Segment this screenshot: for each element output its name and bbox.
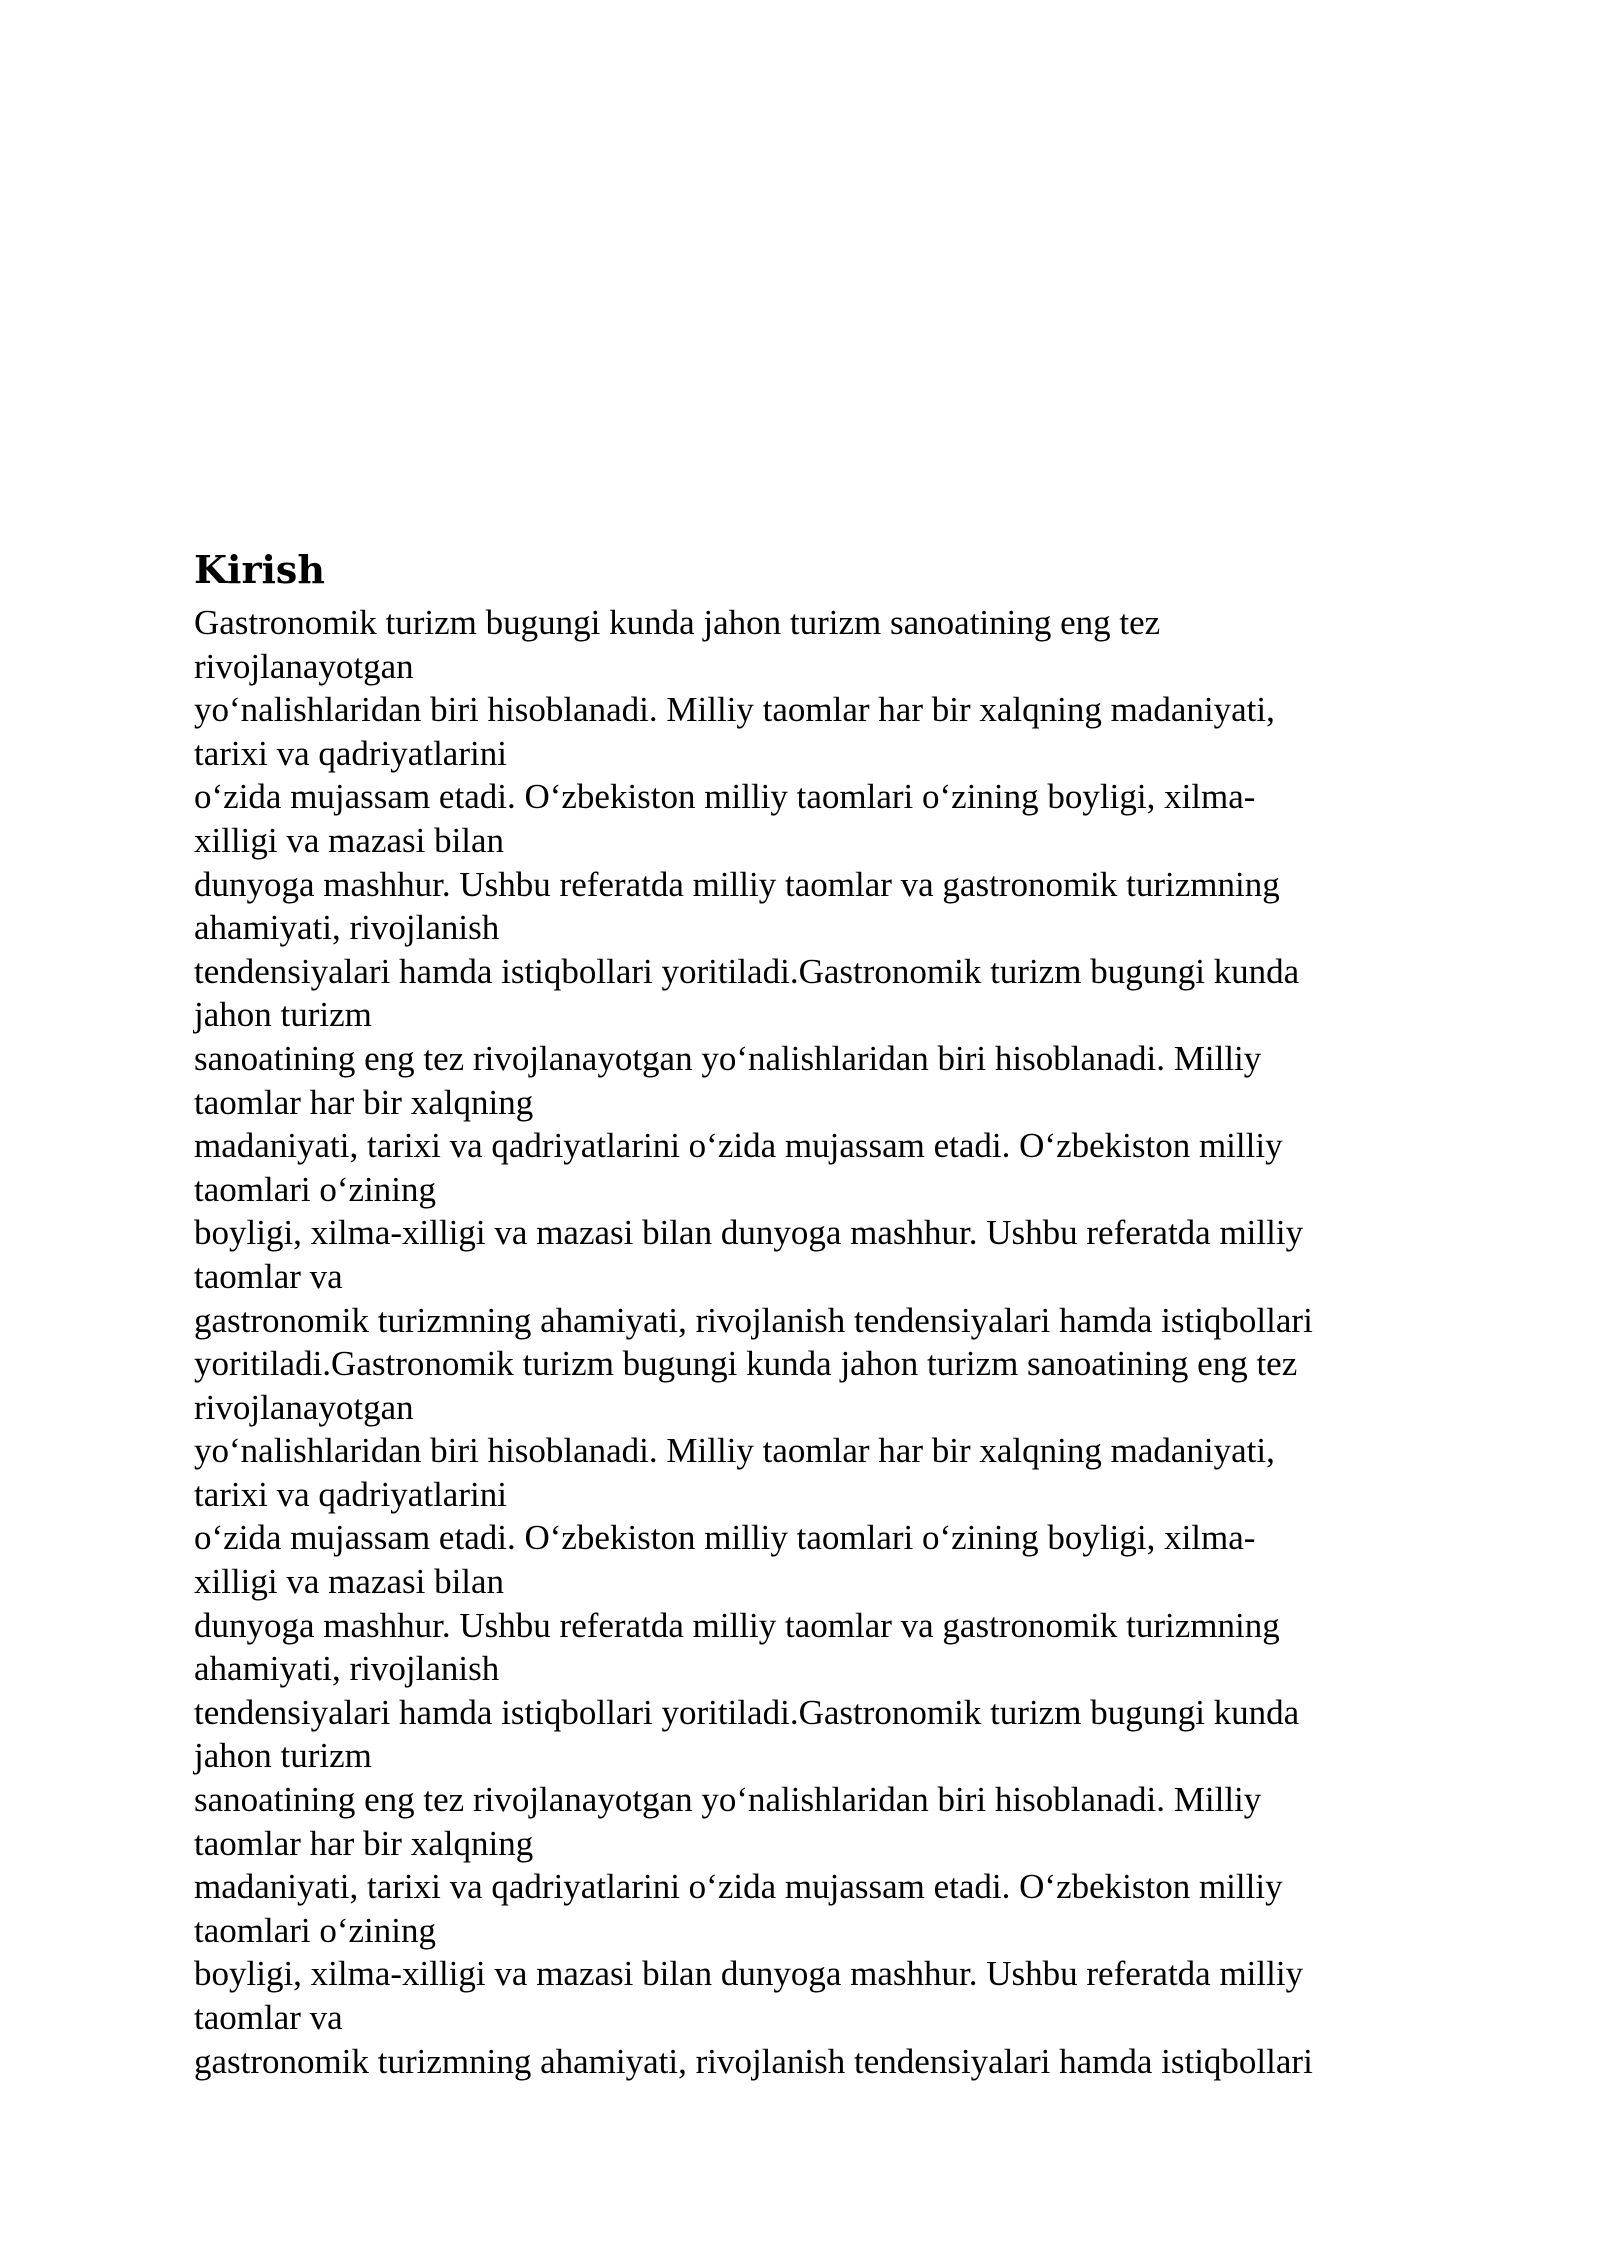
text-line: o‘zida mujassam etadi. O‘zbekiston milliy taomlari o‘zining boyligi, xilma- — [194, 1518, 1256, 1558]
text-line: o‘zida mujassam etadi. O‘zbekiston milliy taomlari o‘zining boyligi, xilma- — [194, 777, 1256, 817]
text-line: taomlar va — [194, 1998, 343, 2037]
text-line: taomlar va — [194, 1256, 343, 1296]
text-line: sanoatining eng tez rivojlanayotgan yo‘nalishlaridan biri hisoblanadi. Milliy — [194, 1780, 1262, 1820]
text-line: yo‘nalishlaridan biri hisoblanadi. Milliy taomlar har bir xalqning madaniyati, — [194, 1431, 1275, 1471]
text-line: boyligi, xilma-xilligi va mazasi bilan dunyoga mashhur. Ushbu referatda milliy — [194, 1954, 1304, 1994]
text-line: yoritiladi.Gastronomik turizm bugungi kunda jahon turizm sanoatining eng tez — [194, 1344, 1298, 1384]
text-line: tarixi va qadriyatlarini — [194, 733, 507, 773]
text-line: ahamiyati, rivojlanish — [194, 1649, 500, 1689]
text-line: gastronomik turizmning ahamiyati, rivojlanish tendensiyalari hamda istiqbollari — [194, 1300, 1313, 1340]
text-line: yo‘nalishlaridan biri hisoblanadi. Milliy taomlar har bir xalqning madaniyati, — [194, 690, 1275, 730]
section-heading: Kirish — [194, 547, 325, 592]
text-line: dunyoga mashhur. Ushbu referatda milliy taomlar va gastronomik turizmning — [194, 864, 1280, 904]
text-line: xilligi va mazasi bilan — [194, 1562, 505, 1602]
text-line: madaniyati, tarixi va qadriyatlarini o‘zida mujassam etadi. O‘zbekiston milliy — [194, 1867, 1283, 1907]
text-line: tendensiyalari hamda istiqbollari yoritiladi.Gastronomik turizm bugungi kunda — [194, 951, 1300, 991]
text-line: taomlari o‘zining — [194, 1910, 437, 1950]
text-line: gastronomik turizmning ahamiyati, rivojlanish tendensiyalari hamda istiqbollari — [194, 2041, 1313, 2081]
text-line: dunyoga mashhur. Ushbu referatda milliy taomlar va gastronomik turizmning — [194, 1605, 1280, 1645]
text-line: tarixi va qadriyatlarini — [194, 1474, 507, 1514]
text-line: ahamiyati, rivojlanish — [194, 908, 500, 948]
text-line: taomlari o‘zining — [194, 1169, 437, 1209]
text-line: rivojlanayotgan — [194, 646, 414, 686]
text-line: rivojlanayotgan — [194, 1387, 414, 1427]
text-line: jahon turizm — [194, 995, 372, 1035]
text-line: jahon turizm — [194, 1736, 372, 1776]
text-line: sanoatining eng tez rivojlanayotgan yo‘nalishlaridan biri hisoblanadi. Milliy — [194, 1038, 1262, 1078]
text-line: boyligi, xilma-xilligi va mazasi bilan dunyoga mashhur. Ushbu referatda milliy — [194, 1213, 1304, 1253]
text-line: taomlar har bir xalqning — [194, 1082, 534, 1122]
text-line: Gastronomik turizm bugungi kunda jahon turizm sanoatining eng tez — [194, 603, 1161, 642]
text-line: tendensiyalari hamda istiqbollari yoritiladi.Gastronomik turizm bugungi kunda — [194, 1692, 1300, 1732]
text-line: madaniyati, tarixi va qadriyatlarini o‘zida mujassam etadi. O‘zbekiston milliy — [194, 1126, 1283, 1166]
body-text — [194, 601, 1454, 2083]
text-line: taomlar har bir xalqning — [194, 1823, 534, 1863]
text-line: xilligi va mazasi bilan — [194, 820, 505, 860]
